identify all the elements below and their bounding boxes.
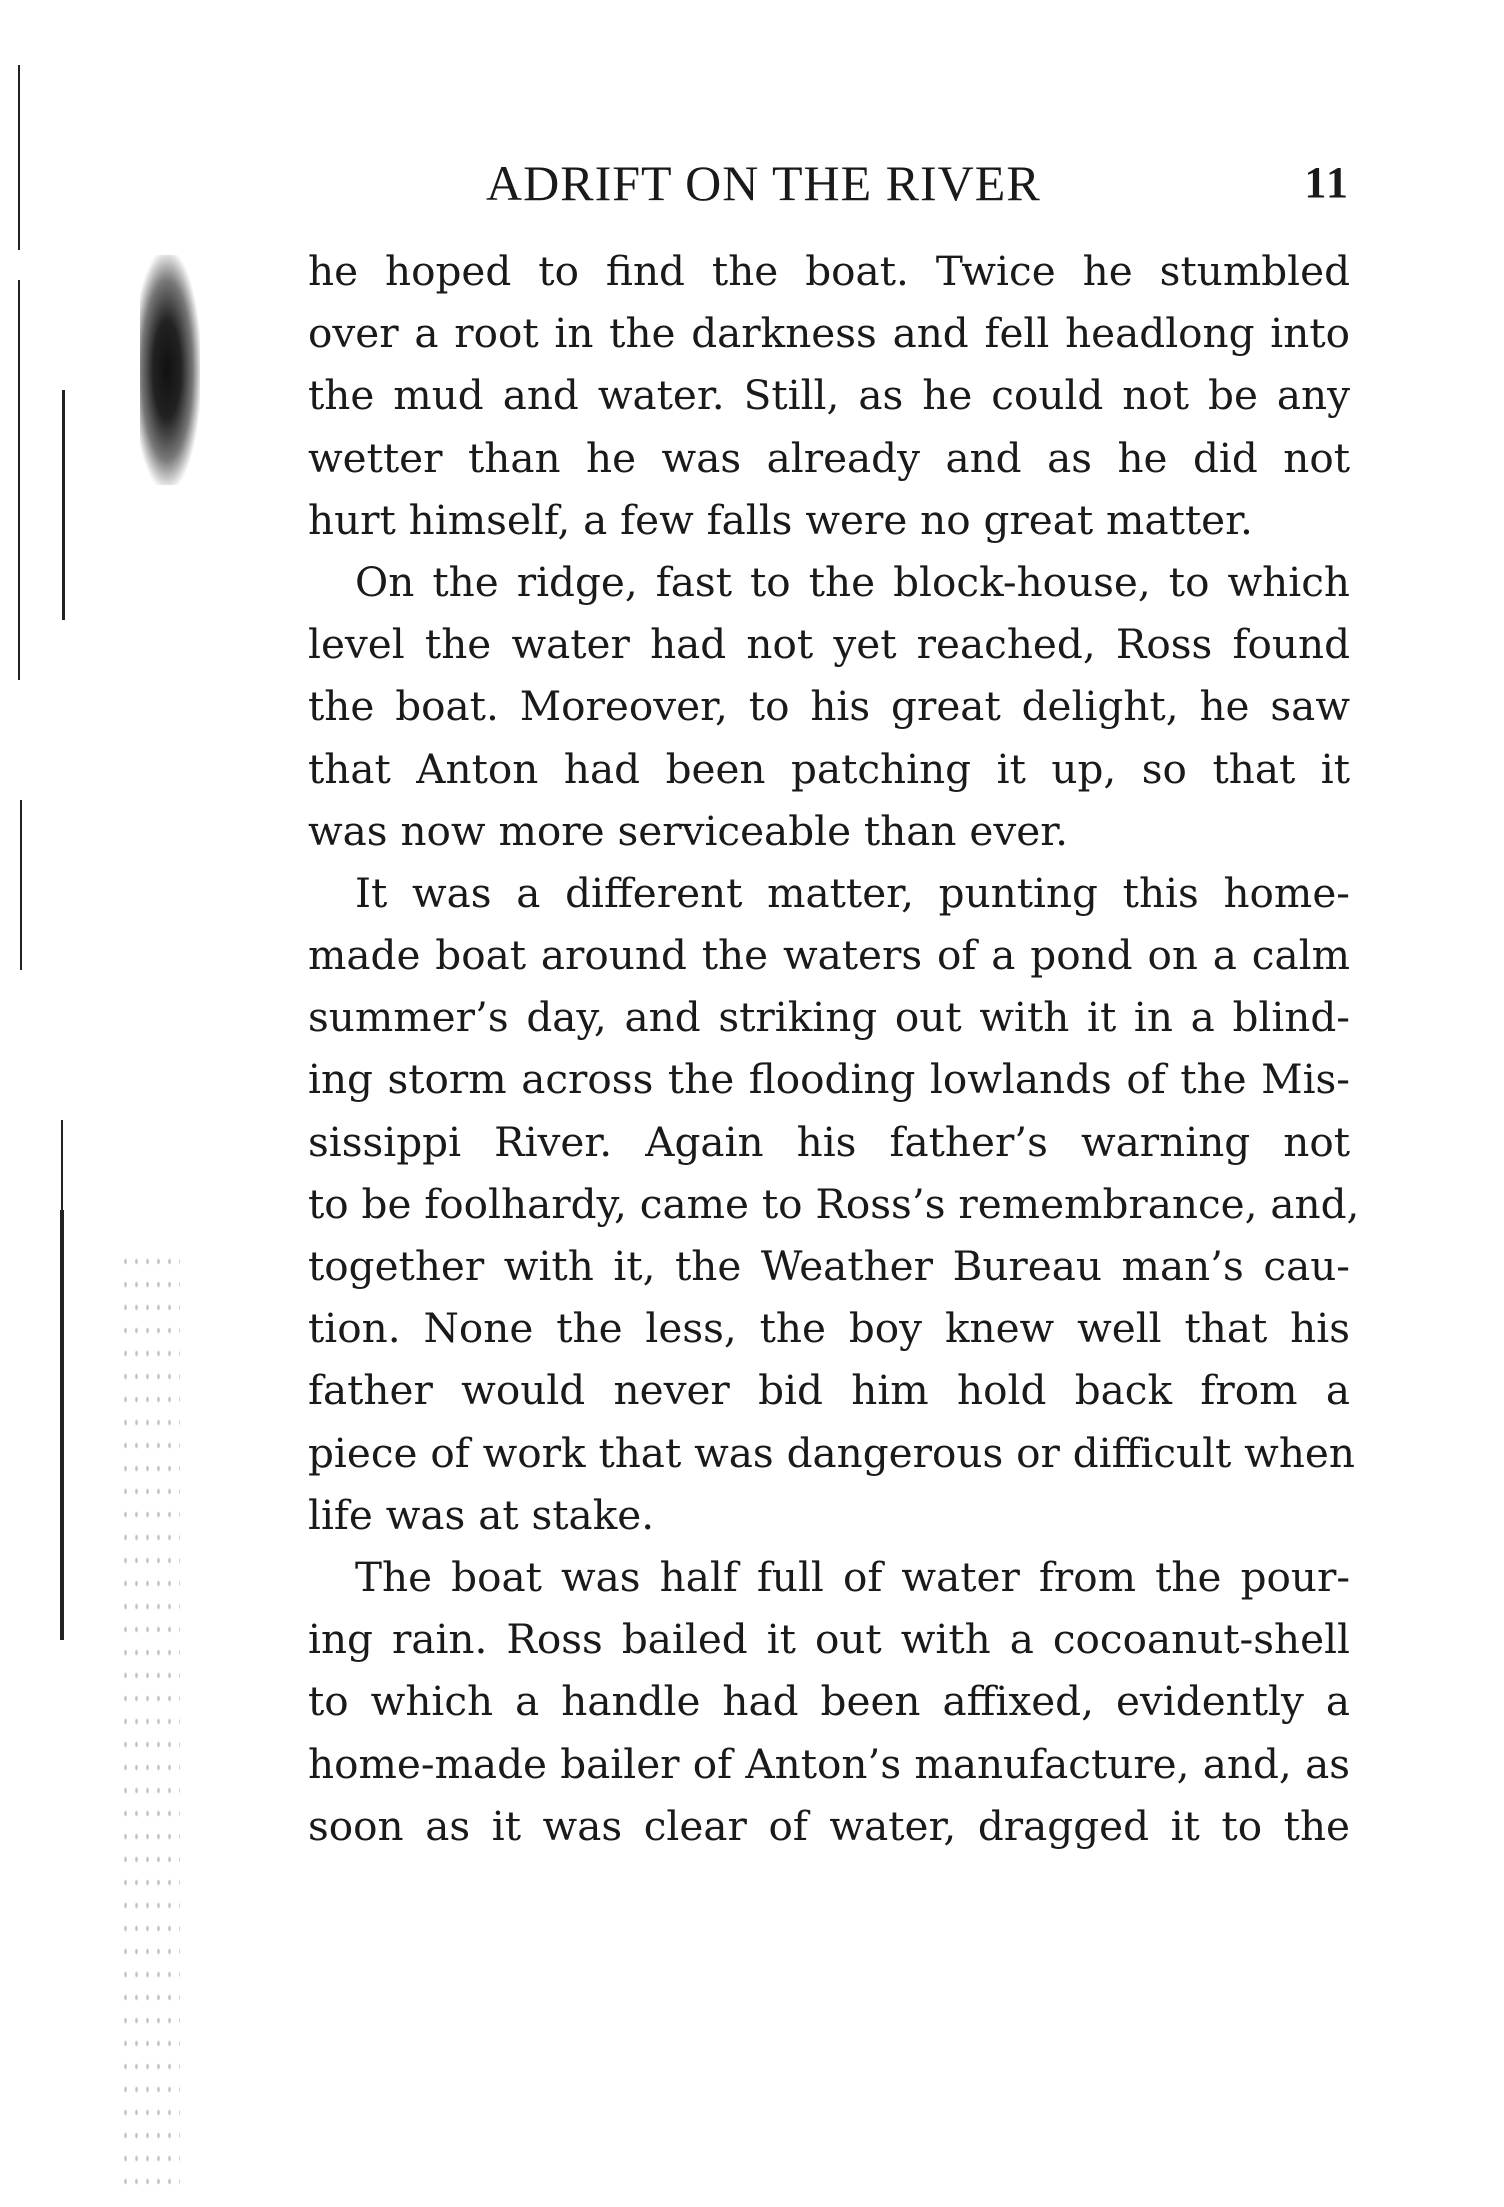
text-line: sissippi River. Again his father’s warning not bbox=[308, 1117, 1350, 1166]
body-text bbox=[308, 240, 1360, 1857]
text-line: made boat around the waters of a pond on a calm bbox=[308, 931, 1350, 980]
text-line: soon as it was clear of water, dragged it to the bbox=[308, 1801, 1350, 1850]
text-line: It was a different matter, punting this home- bbox=[355, 868, 1350, 917]
text-line: together with it, the Weather Bureau man’s cau- bbox=[308, 1242, 1350, 1290]
binding-edge-line bbox=[18, 65, 20, 250]
text-line: On the ridge, fast to the block-house, to which bbox=[355, 557, 1350, 606]
text-line: to be foolhardy, came to Ross’s remembrance, and, bbox=[308, 1179, 1360, 1228]
paragraph bbox=[308, 551, 1350, 862]
page-number: 11 bbox=[1304, 158, 1350, 207]
paragraph bbox=[308, 1546, 1350, 1857]
text-line: was now more serviceable than ever. bbox=[308, 806, 1068, 855]
scan-specks bbox=[120, 1250, 180, 2190]
text-line: ing storm across the flooding lowlands of the Mis- bbox=[308, 1055, 1350, 1104]
text-line: hurt himself, a few falls were no great matter. bbox=[308, 495, 1253, 544]
text-line: The boat was half full of water from the pour- bbox=[355, 1552, 1350, 1601]
text-line: piece of work that was dangerous or difficult when bbox=[308, 1428, 1355, 1477]
page-header bbox=[310, 148, 1350, 218]
binding-edge-line bbox=[62, 390, 65, 620]
text-line: the mud and water. Still, as he could not be any bbox=[308, 371, 1350, 420]
paragraph bbox=[308, 240, 1350, 551]
text-line: level the water had not yet reached, Ross found bbox=[308, 620, 1350, 669]
binding-edge-line bbox=[18, 280, 20, 680]
text-line: to which a handle had been affixed, evidently a bbox=[308, 1677, 1350, 1726]
running-title: ADRIFT ON THE RIVER bbox=[486, 155, 1041, 211]
binding-edge-line bbox=[20, 800, 22, 970]
text-line: home-made bailer of Anton’s manufacture, and, as bbox=[308, 1739, 1350, 1788]
text-line: ing rain. Ross bailed it out with a cocoanut-shell bbox=[308, 1615, 1350, 1664]
text-line: tion. None the less, the boy knew well that his bbox=[308, 1304, 1350, 1353]
text-line: the boat. Moreover, to his great delight, he saw bbox=[308, 682, 1350, 731]
text-line: life was at stake. bbox=[308, 1490, 655, 1539]
binding-shadow bbox=[140, 255, 200, 485]
text-line: over a root in the darkness and fell headlong into bbox=[308, 309, 1350, 358]
paragraph bbox=[308, 862, 1360, 1546]
text-line: wetter than he was already and as he did not bbox=[308, 433, 1350, 482]
text-line: father would never bid him hold back from a bbox=[308, 1366, 1350, 1415]
text-line: that Anton had been patching it up, so that it bbox=[308, 744, 1350, 793]
text-line: summer’s day, and striking out with it in a blind- bbox=[308, 993, 1350, 1042]
text-line: he hoped to find the boat. Twice he stumbled bbox=[308, 247, 1350, 295]
binding-edge-line bbox=[60, 1210, 64, 1640]
